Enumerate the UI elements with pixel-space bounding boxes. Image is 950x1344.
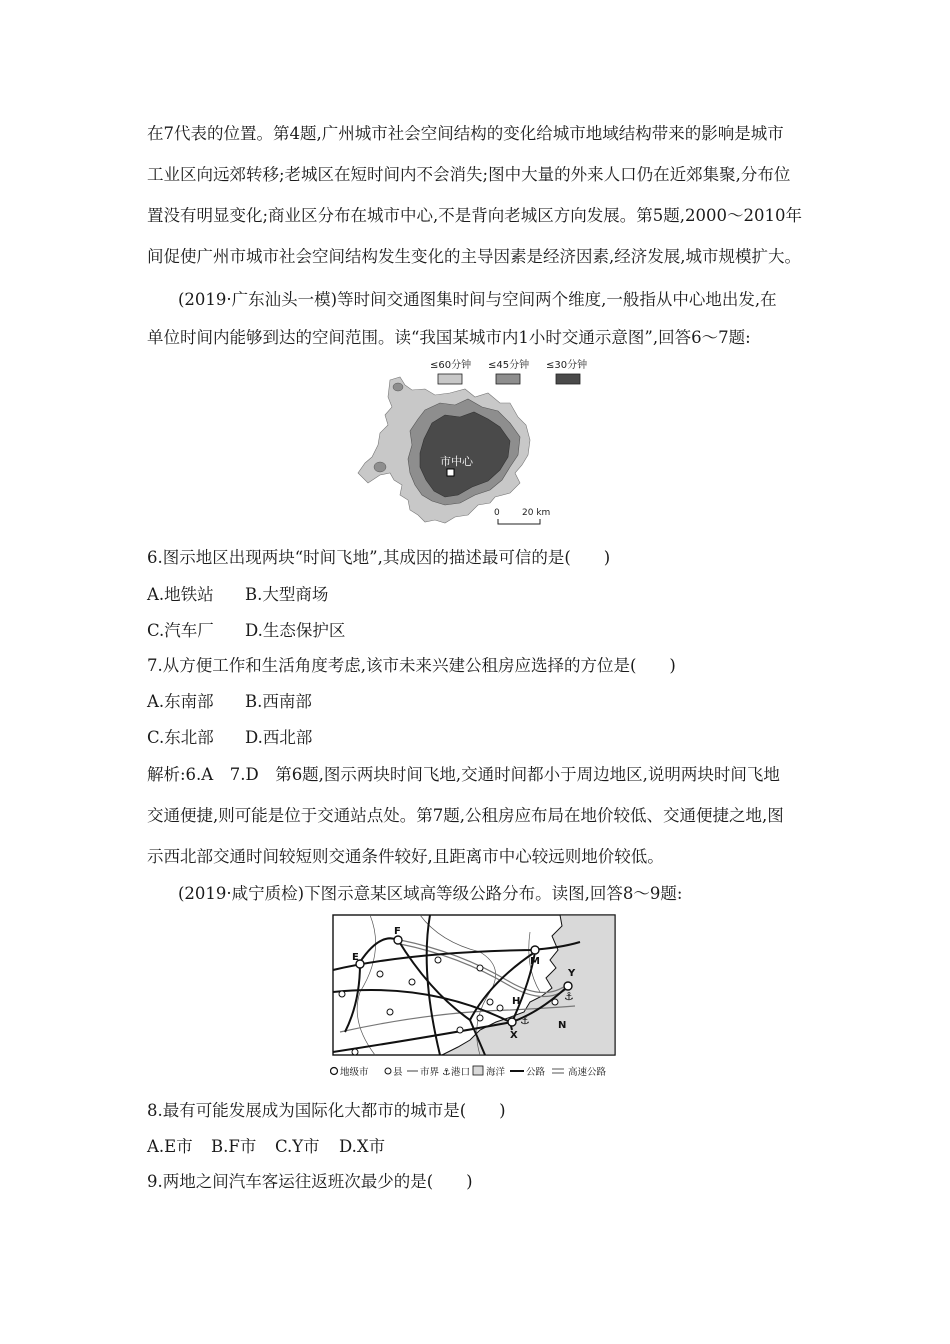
label-h: H bbox=[512, 996, 521, 1007]
text-line: 置没有明显变化;商业区分布在城市中心,不是背向老城区方向发展。第5题,2000～2010年 bbox=[147, 206, 803, 225]
label-e: E bbox=[352, 952, 359, 963]
legend-road: 公路 bbox=[526, 1067, 546, 1078]
text-line: 工业区向远郊转移;老城区在短时间内不会消失;图中大量的外来人口仍在近郊集聚,分布位 bbox=[147, 165, 791, 184]
legend-sea: 海洋 bbox=[486, 1067, 506, 1078]
question-7-options-row2 bbox=[147, 727, 312, 749]
question-7-stem: 7.从方便工作和生活角度考虑,该市未来兴建公租房应选择的方位是( ) bbox=[147, 656, 676, 675]
question-8-options bbox=[147, 1136, 385, 1158]
legend-45-swatch bbox=[496, 374, 520, 384]
svg-text:⚓: ⚓ bbox=[520, 1014, 530, 1027]
isochrone-map bbox=[350, 355, 600, 530]
time-enclave-north bbox=[393, 383, 403, 391]
text-line: 交通便捷,则可能是位于交通站点处。第7题,公租房应布局在地价较低、交通便捷之地,图 bbox=[147, 806, 784, 825]
intro-2: (2019·咸宁质检)下图示意某区域高等级公路分布。读图,回答8～9题: bbox=[178, 884, 683, 903]
legend-30-swatch bbox=[556, 374, 580, 384]
intro-line-2: 单位时间内能够到达的空间范围。读“我国某城市内1小时交通示意图”,回答6～7题: bbox=[147, 328, 751, 347]
question-6-stem: 6.图示地区出现两块“时间飞地”,其成因的描述最可信的是( ) bbox=[147, 548, 611, 567]
intro-line-1: (2019·广东汕头一模)等时间交通图集时间与空间两个维度,一般指从中心地出发,在 bbox=[178, 290, 777, 309]
label-n: N bbox=[558, 1020, 567, 1031]
legend-60-label: ≤60分钟 bbox=[430, 360, 472, 371]
analysis-paragraph-top bbox=[147, 113, 807, 277]
question-6-options-row1 bbox=[147, 584, 328, 606]
scale-label: 20 km bbox=[522, 508, 551, 518]
map2-legend bbox=[331, 1066, 607, 1078]
q7-option-c[interactable]: C.东北部 bbox=[147, 728, 214, 747]
svg-text:⚓: ⚓ bbox=[564, 990, 574, 1003]
q7-option-d[interactable]: D.西北部 bbox=[245, 728, 313, 747]
text-line: 解析:6.A 7.D 第6题,图示两块时间飞地,交通时间都小于周边地区,说明两块时间飞地 bbox=[147, 765, 780, 784]
legend-60-swatch bbox=[438, 374, 462, 384]
legend-city-boundary: 市界 bbox=[420, 1067, 440, 1078]
time-enclave-west bbox=[374, 462, 386, 472]
label-x: X bbox=[510, 1030, 518, 1041]
city-center-label: 市中心 bbox=[440, 455, 473, 468]
label-y: Y bbox=[568, 968, 576, 979]
q8-option-d[interactable]: D.X市 bbox=[339, 1137, 386, 1156]
q6-option-c[interactable]: C.汽车厂 bbox=[147, 621, 214, 640]
question-9-stem: 9.两地之间汽车客运往返班次最少的是( ) bbox=[147, 1172, 473, 1191]
q6-option-a[interactable]: A.地铁站 bbox=[147, 585, 214, 604]
q6-option-b[interactable]: B.大型商场 bbox=[245, 585, 329, 604]
q7-option-a[interactable]: A.东南部 bbox=[147, 692, 214, 711]
q6-option-d[interactable]: D.生态保护区 bbox=[245, 621, 346, 640]
question-8-stem: 8.最有可能发展成为国际化大都市的城市是( ) bbox=[147, 1101, 506, 1120]
city-center-marker bbox=[447, 469, 454, 476]
legend-port: 港口 bbox=[451, 1067, 471, 1078]
legend-45-label: ≤45分钟 bbox=[488, 360, 530, 371]
text-line: 间促使广州市城市社会空间结构发生变化的主导因素是经济因素,经济发展,城市规模扩大。 bbox=[147, 247, 801, 266]
text-line: 在7代表的位置。第4题,广州城市社会空间结构的变化给城市地域结构带来的影响是城市 bbox=[147, 124, 784, 143]
label-m: M bbox=[530, 956, 540, 967]
label-f: F bbox=[394, 926, 401, 937]
q8-option-b[interactable]: B.F市 bbox=[211, 1137, 257, 1156]
highway-map bbox=[330, 912, 635, 1080]
legend-expressway: 高速公路 bbox=[568, 1067, 607, 1078]
scale-bar bbox=[498, 519, 540, 524]
question-7-options-row1 bbox=[147, 691, 312, 713]
legend-30-label: ≤30分钟 bbox=[546, 360, 588, 371]
text-line: 示西北部交通时间较短则交通条件较好,且距离市中心较远则地价较低。 bbox=[147, 847, 664, 866]
analysis-paragraph-2 bbox=[147, 754, 807, 877]
q8-option-a[interactable]: A.E市 bbox=[147, 1137, 193, 1156]
port-icon: ⚓ bbox=[442, 1067, 451, 1078]
q7-option-b[interactable]: B.西南部 bbox=[245, 692, 312, 711]
legend-prefecture-city: 地级市 bbox=[340, 1067, 369, 1078]
scale-zero: 0 bbox=[494, 508, 500, 518]
question-6-options-row2 bbox=[147, 620, 345, 642]
legend-county: 县 bbox=[393, 1067, 403, 1078]
q8-option-c[interactable]: C.Y市 bbox=[275, 1137, 320, 1156]
